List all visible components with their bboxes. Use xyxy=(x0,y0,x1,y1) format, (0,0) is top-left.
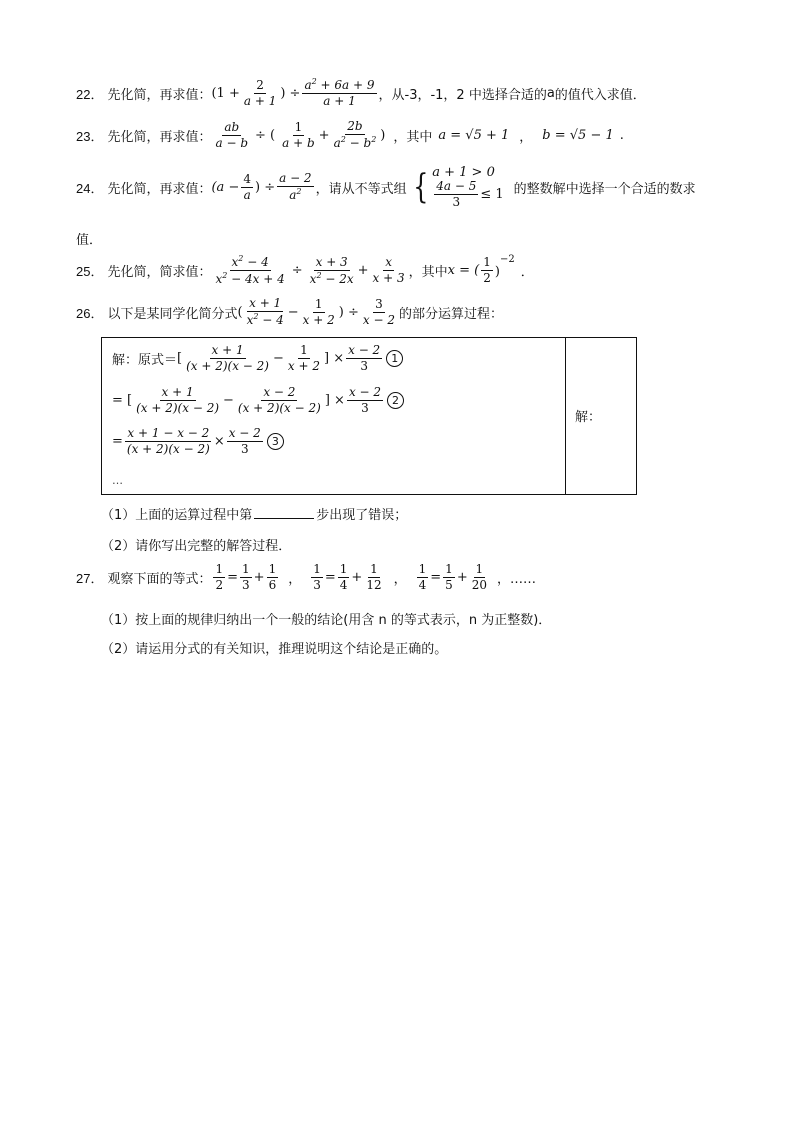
part-text: （2）请运用分式的有关知识，推理说明这个结论是正确的。 xyxy=(101,642,448,657)
part-text: （1）按上面的规律归纳出一个一般的结论(用含 n 的等式表示，n 为正整数)． xyxy=(101,613,552,628)
ellipsis: ，…… xyxy=(497,572,537,588)
question-26: 26． 以下是某同学化简分式 ( $\frac{x + 1}{x^2 - 4}$ − $\frac{1}{x + 2}$ ) ÷ $\frac{3}{x - 2}$ 的部分运算过程： xyxy=(76,296,503,328)
math-expression: b = √5 − 1 xyxy=(542,127,614,143)
separator: ， xyxy=(519,129,533,145)
fraction: $\frac{x + 1 - x - 2}{(x + 2)(x - 2)}$ xyxy=(126,426,210,457)
part-text: （2）请你写出完整的解答过程． xyxy=(101,539,292,554)
variable: a xyxy=(546,85,555,101)
question-26-part-2 xyxy=(101,535,291,554)
part-text: 步出现了错误； xyxy=(316,508,408,523)
fraction: $\frac{1}{2}$ xyxy=(215,562,224,593)
answer-blank[interactable] xyxy=(254,506,314,519)
question-number: 27． xyxy=(76,571,104,587)
fraction: $\frac{x + 1}{(x + 2)(x - 2)}$ xyxy=(186,343,269,374)
solution-step-2: = [ $\frac{x + 1}{(x + 2)(x - 2)}$ − $\frac{x - 2}{(x + 2)(x - 2)}$ ] × $\frac{x - 2}{3}$ 2 xyxy=(112,386,404,415)
answer-label: 解： xyxy=(575,410,602,425)
math-expression: (1 + xyxy=(211,85,240,101)
solution-step-1: 解：原式＝ [ $\frac{x + 1}{(x + 2)(x - 2)}$ − $\frac{1}{x + 2}$ ] × $\frac{x - 2}{3}$ 1 xyxy=(112,344,403,373)
question-tail: 的部分运算过程： xyxy=(398,306,503,322)
solution-step-3: = $\frac{x + 1 - x - 2}{(x + 2)(x - 2)}$ × $\frac{x - 2}{3}$ 3 xyxy=(112,427,284,456)
separator: ， xyxy=(288,572,302,588)
separator: ， xyxy=(393,572,407,588)
question-25: 25． 先化简，简求值： $\frac{x^2 - 4}{x^2 - 4x + 4}$ ÷ $\frac{x + 3}{x^2 - 2x}$ + $\frac{x}{x + 3}$ ，其中 x = ( $\frac{1}{2}$ )$^{-2}$ ． xyxy=(76,254,534,287)
question-23: 23． 先化简，再求值： $\frac{ab}{a - b}$ ÷ ( $\frac{1}{a + b}$ + $\frac{2b}{a^2 - b^2}$ ) ，其中 a = √5 + 1 ， b = √5 − 1 . xyxy=(76,119,624,151)
step-marker: 3 xyxy=(267,433,284,450)
math-expression: a = √5 + 1 xyxy=(438,127,510,143)
fraction: $\frac{1}{12}$ xyxy=(366,562,382,593)
fraction: $\frac{x - 2}{3}$ xyxy=(348,343,381,374)
solution-label: 解：原式＝ xyxy=(112,353,178,369)
solution-steps-cell xyxy=(102,338,566,495)
question-mid: ，其中 xyxy=(408,265,448,281)
question-lead: 以下是某同学化简分式 xyxy=(107,306,238,322)
step-marker: 2 xyxy=(387,392,404,409)
question-27: 27． 观察下面的等式： $\frac{1}{2}$ = $\frac{1}{3}$ + $\frac{1}{6}$ ， $\frac{1}{3}$ = $\frac{1}{4}$ + $\frac{1}{12}$ ， $\frac{1}{4}$ = $\frac{1}{5}$ + $\frac{1}{20}$ ，…… xyxy=(76,562,537,593)
part-text: （1）上面的运算过程中第 xyxy=(101,508,253,523)
fraction: $\frac{x - 2}{3}$ xyxy=(228,426,261,457)
fraction: $\frac{a - 2}{a^2}$ xyxy=(279,171,312,203)
fraction: $\frac{x + 3}{x^2 - 2x}$ xyxy=(309,254,354,286)
answer-cell xyxy=(566,338,637,495)
question-tail: 的整数解中选择一个合适的数求 xyxy=(513,181,696,197)
fraction: $\frac{1}{x + 2}$ xyxy=(287,343,320,374)
fraction: $\frac{1}{20}$ xyxy=(471,562,487,593)
fraction: $\frac{x + 1}{(x + 2)(x - 2)}$ xyxy=(136,385,220,416)
fraction: $\frac{4a - 5}{3}$ xyxy=(436,179,477,210)
inequality-system: { a + 1 > 0 $\frac{4a - 5}{3}$ ≤ 1 xyxy=(412,165,504,210)
fraction: $\frac{1}{3}$ xyxy=(313,562,321,593)
question-number: 24． xyxy=(76,180,104,196)
question-tail: 值． xyxy=(76,233,103,248)
fraction: $\frac{3}{x - 2}$ xyxy=(362,296,395,327)
question-26-part-1 xyxy=(101,504,407,523)
question-lead: 观察下面的等式： xyxy=(107,572,212,588)
fraction: $\frac{x^2 - 4}{x^2 - 4x + 4}$ xyxy=(215,254,285,287)
question-number: 25． xyxy=(76,264,104,280)
question-24-continued xyxy=(76,229,102,248)
fraction: $\frac{x - 2}{3}$ xyxy=(348,385,382,416)
fraction: $\frac{1}{5}$ xyxy=(445,562,453,593)
question-27-part-2 xyxy=(101,638,447,657)
fraction: $\frac{1}{6}$ xyxy=(268,562,277,593)
step-marker: 1 xyxy=(386,350,403,367)
fraction: $\frac{a^2 + 6a + 9}{a + 1}$ xyxy=(304,77,375,109)
question-number: 23． xyxy=(76,128,104,144)
question-number: 26． xyxy=(76,305,104,321)
question-lead: 先化简，简求值： xyxy=(107,265,212,281)
question-22: 22． 先化简，再求值： (1 + $\frac{2}{a + 1}$ ) ÷ $\frac{a^2 + 6a + 9}{a + 1}$ ，从-3，-1，2 中选择合适的 a 的值代入求值． xyxy=(76,77,646,109)
punctuation: . xyxy=(619,127,624,143)
fraction: $\frac{1}{4}$ xyxy=(418,562,427,593)
question-lead: 先化简，再求值： xyxy=(107,181,212,197)
fraction: $\frac{1}{3}$ xyxy=(242,562,250,593)
ellipsis: … xyxy=(112,474,123,487)
fraction: $\frac{4}{a}$ xyxy=(243,171,251,202)
question-lead: 先化简，再求值： xyxy=(107,129,212,145)
question-lead: 先化简，再求值： xyxy=(107,87,212,103)
question-tail: ，从-3，-1，2 中选择合适的 xyxy=(378,87,547,103)
fraction: $\frac{1}{a + b}$ xyxy=(282,119,315,150)
fraction: $\frac{1}{x + 2}$ xyxy=(302,296,335,327)
punctuation: ． xyxy=(520,265,534,281)
fraction: $\frac{x - 2}{(x + 2)(x - 2)}$ xyxy=(237,385,321,416)
fraction: $\frac{1}{2}$ xyxy=(483,255,491,286)
question-tail: 的值代入求值． xyxy=(554,87,646,103)
fraction: $\frac{1}{4}$ xyxy=(339,562,348,593)
question-tail: ，请从不等式组 xyxy=(315,181,407,197)
question-27-part-1 xyxy=(101,609,551,628)
fraction: $\frac{2}{a + 1}$ xyxy=(243,77,277,108)
fraction: $\frac{x + 1}{x^2 - 4}$ xyxy=(246,296,284,328)
fraction: $\frac{2b}{a^2 - b^2}$ xyxy=(333,119,377,151)
question-mid: ，其中 xyxy=(393,129,433,145)
question-24: 24． 先化简，再求值： (a − $\frac{4}{a}$ ) ÷ $\frac{a - 2}{a^2}$ ，请从不等式组 { a + 1 > 0 $\frac{4a - 5}{3}$ ≤ 1 的整数解中选择一个合适的数求 xyxy=(76,165,696,210)
fraction: $\frac{x}{x + 3}$ xyxy=(372,255,405,286)
fraction: $\frac{ab}{a - b}$ xyxy=(215,119,249,150)
solution-table xyxy=(101,337,637,495)
question-number: 22． xyxy=(76,86,104,102)
